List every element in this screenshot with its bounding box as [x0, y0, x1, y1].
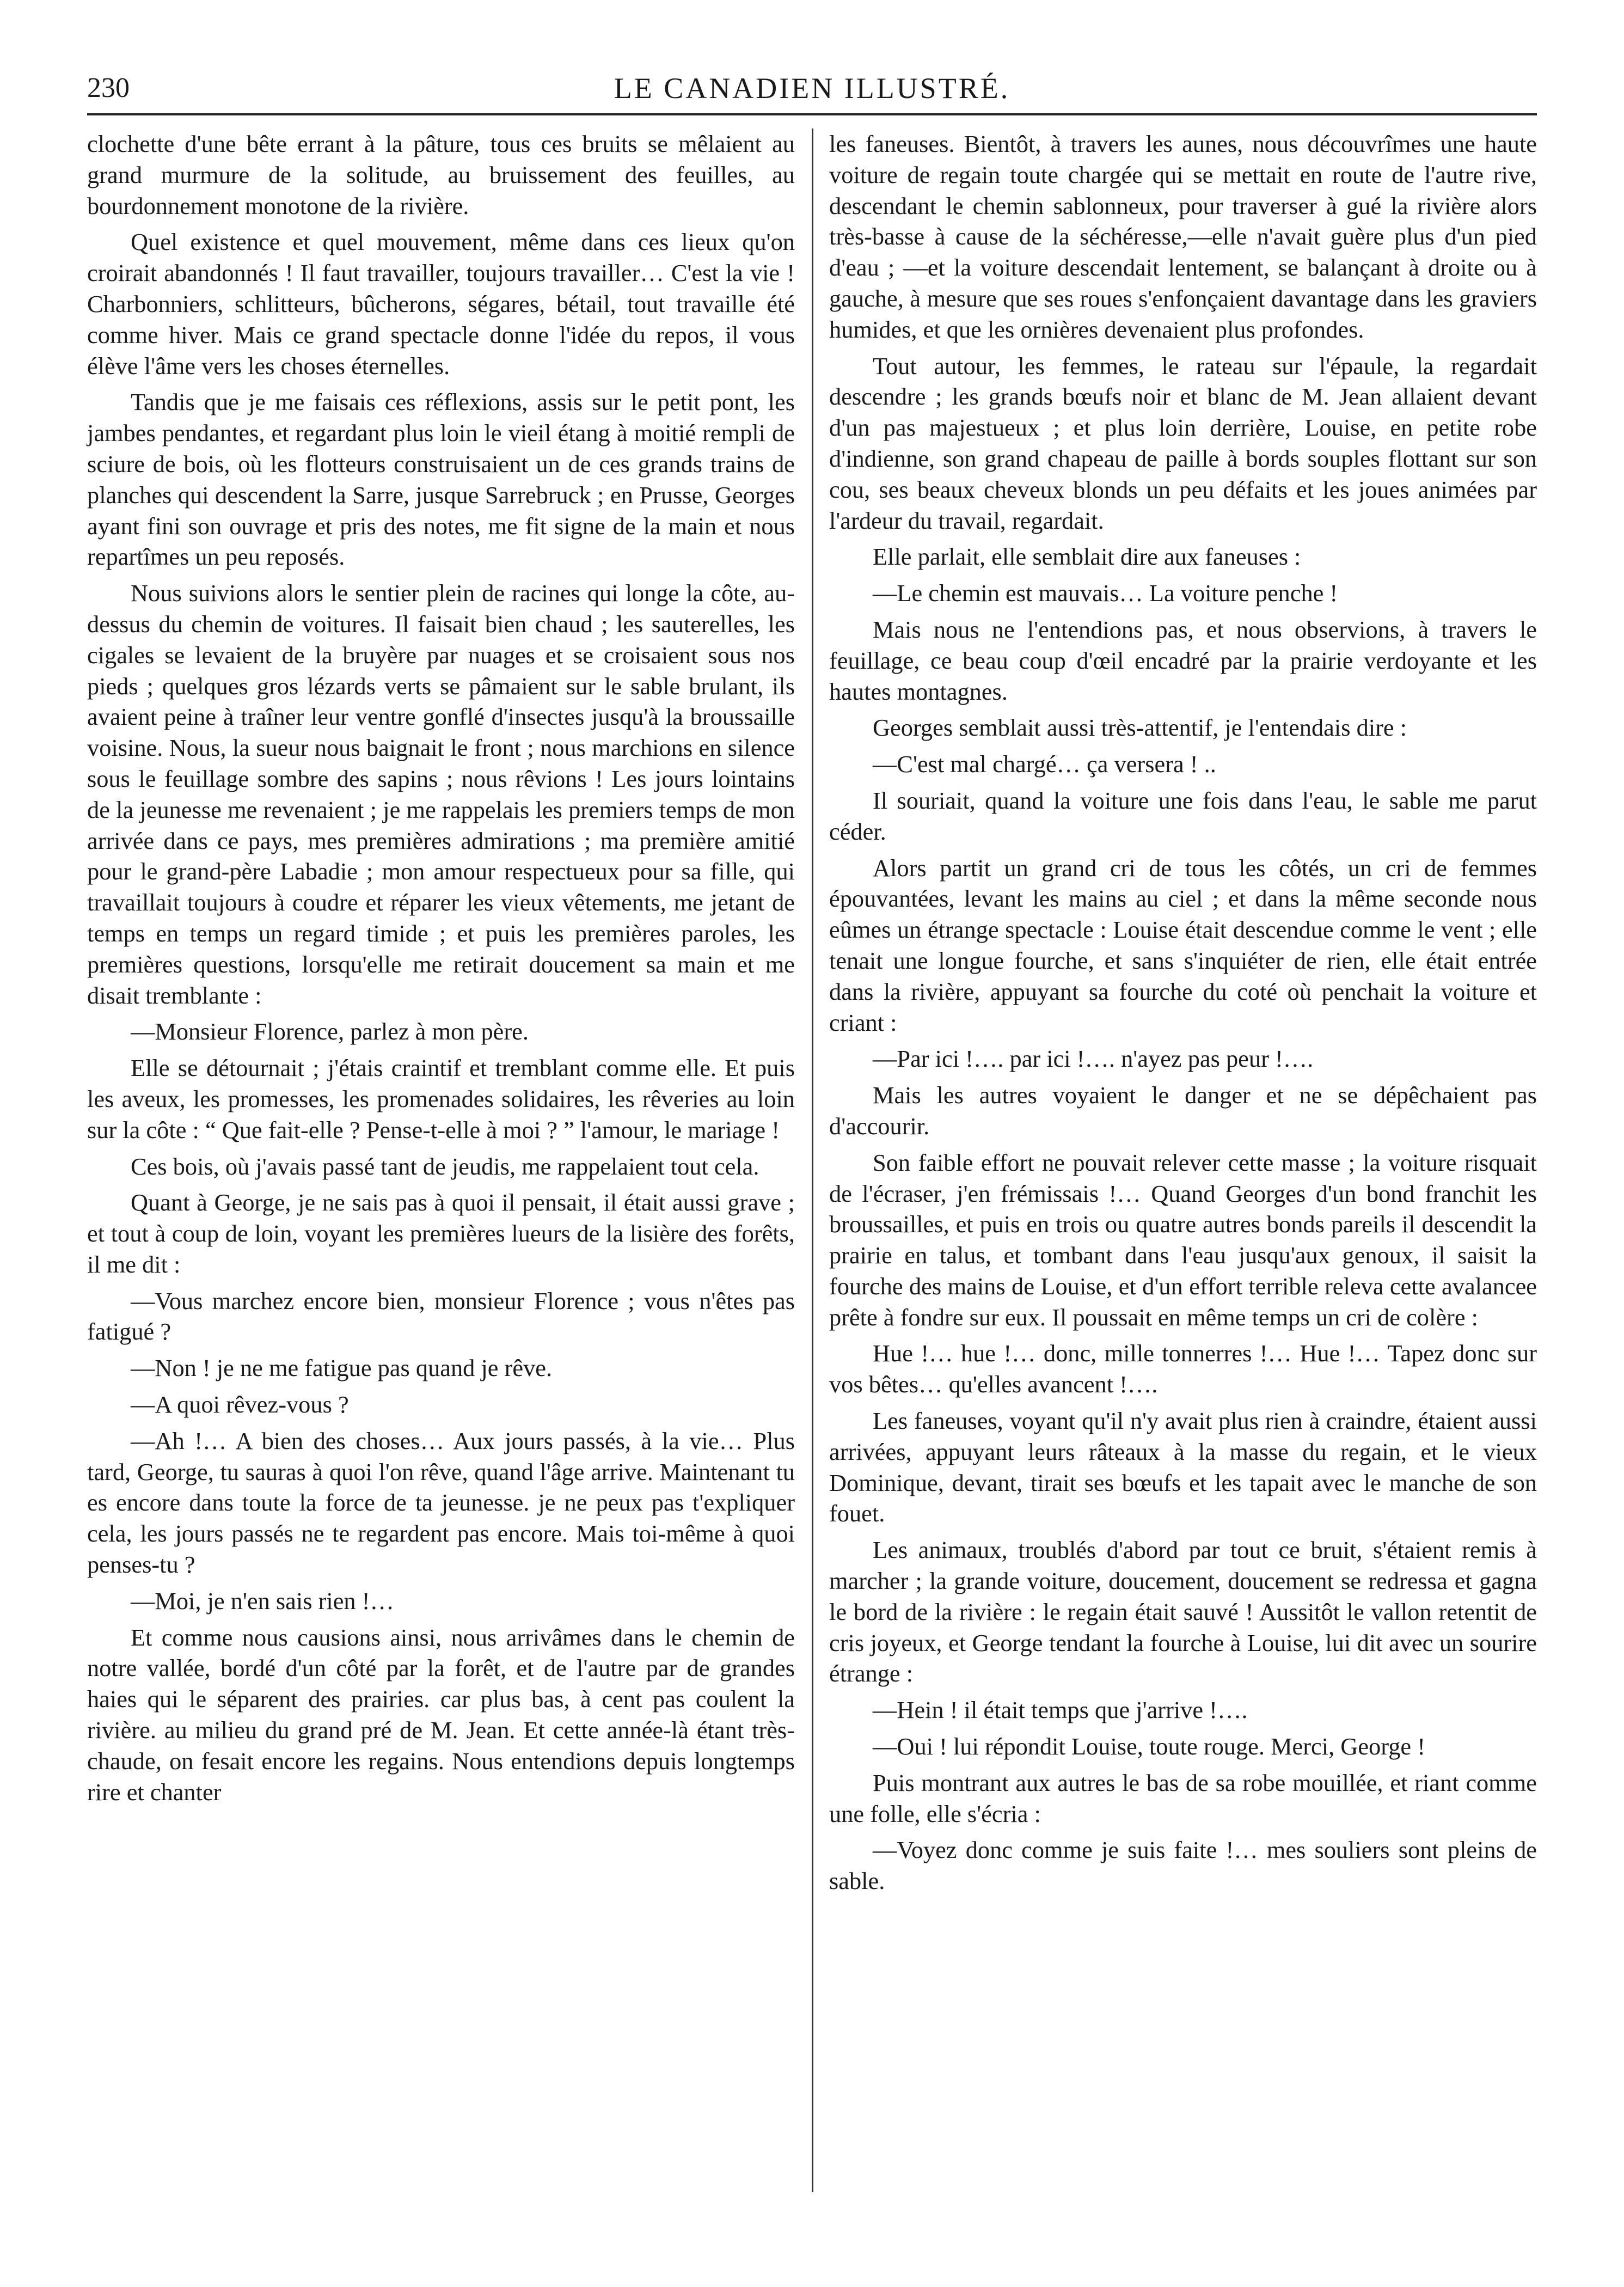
paragraph: clochette d'une bête errant à la pâture, tous ces bruits se mêlaient au grand murmure de la solitude, au bruissement des feuilles, au bourdonnement monotone de la rivière.: [87, 130, 795, 219]
paragraph: Ces bois, où j'avais passé tant de jeudis, me rappelaient tout cela.: [131, 1152, 759, 1180]
paragraph: Nous suivions alors le sentier plein de racines qui longe la côte, au-dessus du chemin de voitures. Il faisait bien chaud ; les sauterelles, les cigales se levaient de la bruyère par nuages et se croisaient sous nos pieds ; quelques gros lézards verts se pâmaient sur le sable brulant, ils avaient peine à traîner leur ventre gonflé d'insectes jusqu'à la broussaille voisine. Nous, la sueur nous baignait le front ; nous marchions en silence sous le feuillage sombre des sapins ; nous rêvions ! Les jours lointains de la jeunesse me revenaient ; je me rappelais les premiers temps de mon arrivée dans ce pays, mes premières admirations ; ma première amitié pour le grand-père Labadie ; mon amour respectueux pour sa fille, qui travaillait toujours à coudre et réparer les vieux vêtements, me jetant de temps en temps un regard timide ; et puis les premières paroles, les premières questions, lorsqu'elle me retirait doucement sa main et me disait tremblante :: [87, 579, 795, 1009]
paragraph: —Ah !… A bien des choses… Aux jours passés, à la vie… Plus tard, George, tu sauras à quoi l'on rêve, quand l'âge arrive. Maintenant tu es encore dans toute la force de ta jeunesse. je ne peux pas t'expliquer cela, les jours passés ne te regardent pas encore. Mais toi-même à quoi penses-tu ?: [87, 1427, 795, 1579]
paragraph: —A quoi rêvez-vous ?: [131, 1391, 349, 1418]
page-number: 230: [87, 72, 130, 103]
paragraph: —Vous marchez encore bien, monsieur Florence ; vous n'êtes pas fatigué ?: [87, 1287, 795, 1346]
paragraph: Les animaux, troublés d'abord par tout ce bruit, s'étaient remis à marcher ; la grande voiture, doucement, doucement se redressa et gagna le bord de la rivière : le regain était sauvé ! Aussitôt le vallon retentit de cris joyeux, et George tendant la fourche à Louise, lui dit avec un sourire étrange :: [829, 1536, 1537, 1687]
paragraph: Mais les autres voyaient le danger et ne se dépêchaient pas d'accourir.: [829, 1081, 1537, 1140]
paragraph: —Non ! je ne me fatigue pas quand je rêve.: [131, 1354, 553, 1382]
paragraph: —Par ici !…. par ici !…. n'ayez pas peur !….: [873, 1045, 1314, 1073]
paragraph: Quant à George, je ne sais pas à quoi il pensait, il était aussi grave ; et tout à coup de loin, voyant les premières lueurs de la lisière des forêts, il me dit :: [87, 1189, 795, 1278]
paragraph: Il souriait, quand la voiture une fois dans l'eau, le sable me parut céder.: [829, 786, 1537, 845]
paragraph: —Oui ! lui répondit Louise, toute rouge. Merci, George !: [873, 1733, 1425, 1760]
paragraph: Puis montrant aux autres le bas de sa robe mouillée, et riant comme une folle, elle s'écria :: [829, 1769, 1537, 1827]
paragraph: —Hein ! il était temps que j'arrive !….: [873, 1696, 1248, 1724]
paragraph: Georges semblait aussi très-attentif, je l'entendais dire :: [873, 714, 1407, 742]
paragraph: —Voyez donc comme je suis faite !… mes souliers sont pleins de sable.: [829, 1836, 1537, 1895]
paragraph: Les faneuses, voyant qu'il n'y avait plus rien à craindre, étaient aussi arrivées, appuyant leurs râteaux à la masse du regain, et le vieux Dominique, devant, tirait ses bœufs et les tapait avec le manche de son fouet.: [829, 1407, 1537, 1527]
paragraph: —Moi, je n'en sais rien !…: [131, 1587, 394, 1615]
paragraph: Elle parlait, elle semblait dire aux faneuses :: [873, 543, 1301, 571]
left-column: [87, 129, 795, 1813]
paragraph: Mais nous ne l'entendions pas, et nous observions, à travers le feuillage, ce beau coup d'œil encadré par la prairie verdoyante et les hautes montagnes.: [829, 615, 1537, 705]
paragraph: Elle se détournait ; j'étais craintif et tremblant comme elle. Et puis les aveux, les promesses, les promenades solidaires, les rêveries au loin sur la côte : “ Que fait-elle ? Pense-t-elle à moi ? ” l'amour, le mariage !: [87, 1054, 795, 1144]
paragraph: Alors partit un grand cri de tous les côtés, un cri de femmes épouvantées, levant les mains au ciel ; et dans la même seconde nous eûmes un étrange spectacle : Louise était descendue comme le vent ; elle tenait une longue fourche, et sans s'inquiéter de rien, elle était entrée dans la rivière, appuyant sa fourche du coté où penchait la voiture et criant :: [829, 854, 1537, 1036]
paragraph: Quel existence et quel mouvement, même dans ces lieux qu'on croirait abandonnés ! Il faut travailler, toujours travailler… C'est la vie ! Charbonniers, schlitteurs, bûcherons, ségares, bétail, tout travaille été comme hiver. Mais ce grand spectacle donne l'idée du repos, il vous élève l'âme vers les choses éternelles.: [87, 228, 795, 380]
paragraph: Son faible effort ne pouvait relever cette masse ; la voiture risquait de l'écraser, j'en frémissais !… Quand Georges d'un bond franchit les broussailles, et puis en trois ou quatre autres bonds pareils il descendit la prairie en talus, et tombant dans l'eau jusqu'aux genoux, il saisit la fourche des mains de Louise, et d'un effort terrible releva cette avalancee prête à fondre sur eux. Il poussait en même temps un cri de colère :: [829, 1148, 1537, 1331]
column-divider: [812, 129, 813, 2192]
paragraph: les faneuses. Bientôt, à travers les aunes, nous découvrîmes une haute voiture de regain toute chargée qui se mettait en route de l'autre rive, descendant le chemin sablonneux, pour traverser à gué la rivière alors très-basse à cause de la séchéresse,—elle n'avait guère plus d'un pied d'eau ; —et la voiture descendait lentement, se balançant à droite ou à gauche, à mesure que ses roues s'enfonçaient davantage dans les graviers humides, et que les ornières devenaient plus profondes.: [829, 130, 1537, 343]
paragraph: —C'est mal chargé… ça versera ! ..: [873, 750, 1216, 778]
paragraph: Tout autour, les femmes, le rateau sur l'épaule, la regardait descendre ; les grands bœufs noir et blanc de M. Jean allaient devant d'un pas majestueux ; et plus loin derrière, Louise, en petite robe d'indienne, son grand chapeau de paille à bords souples flottant sur son cou, ses beaux cheveux blonds un peu défaits et les joues animées par l'ardeur du travail, regardait.: [829, 352, 1537, 534]
paragraph: Tandis que je me faisais ces réflexions, assis sur le petit pont, les jambes pendantes, et regardant plus loin le vieil étang à moitié rempli de sciure de bois, où les flotteurs construisaient un de ces grands trains de planches qui descendent la Sarre, jusque Sarrebruck ; en Prusse, Georges ayant fini son ouvrage et pris des notes, me fit signe de la main et nous repartîmes un peu reposés.: [87, 388, 795, 571]
header-rule: [87, 113, 1537, 115]
paragraph: —Monsieur Florence, parlez à mon père.: [131, 1018, 529, 1045]
running-title: LE CANADIEN ILLUSTRÉ.: [614, 72, 1010, 105]
paragraph: —Le chemin est mauvais… La voiture penche !: [873, 579, 1338, 607]
right-column: [829, 129, 1537, 1902]
page-header: [87, 65, 1537, 111]
paragraph: Et comme nous causions ainsi, nous arrivâmes dans le chemin de notre vallée, bordé d'un côté par la forêt, et de l'autre par de grandes haies qui le séparent des prairies. car plus bas, à cent pas coulent la rivière. au milieu du grand pré de M. Jean. Et cette année-là étant très-chaude, on fesait encore les regains. Nous entendions depuis longtemps rire et chanter: [87, 1623, 795, 1806]
paragraph: Hue !… hue !… donc, mille tonnerres !… Hue !… Tapez donc sur vos bêtes… qu'elles avancent !….: [829, 1340, 1537, 1398]
